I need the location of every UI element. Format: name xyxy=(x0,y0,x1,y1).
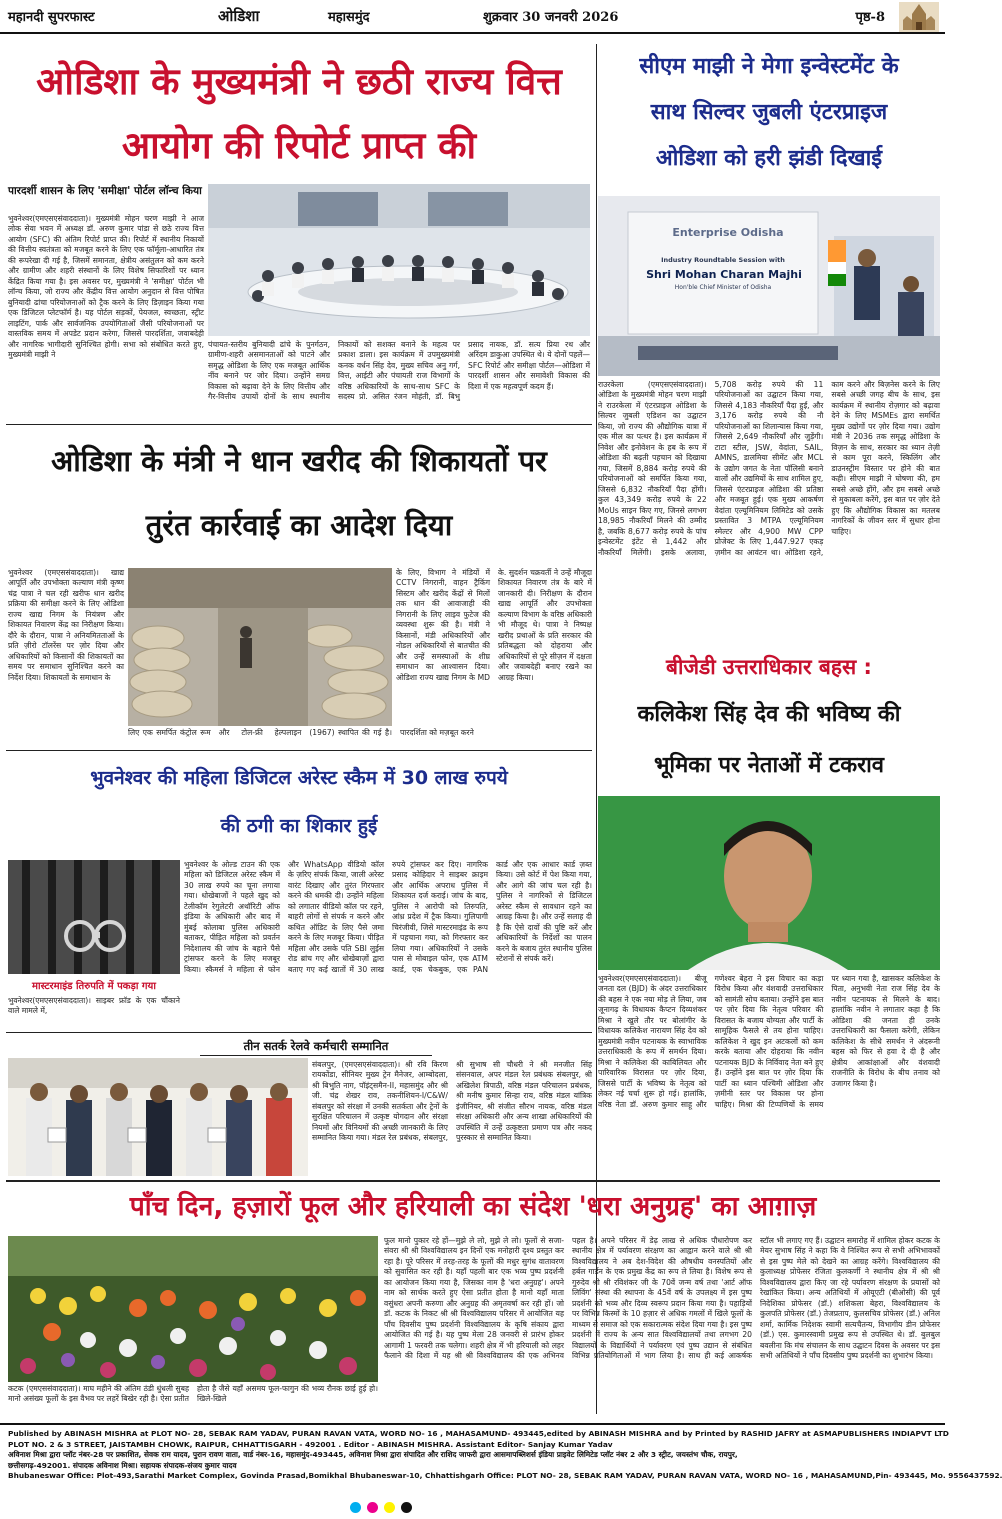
imprint-line: Published by ABINASH MISHRA at PLOT NO- 28, SEBAK RAM YADAV, PURAN RAVAN VATA, WORD NO- 16 , MAHASAMUND- 493445,edited by ABINASH MISHRA and by Printed by RASHID JAFRY at ASMAPUBLISHERS INDIAPVT LTD xyxy=(8,1429,949,1438)
page-number: पृष्ठ-8 xyxy=(855,10,885,25)
issue-date: शुक्रवार 30 जनवरी 2026 xyxy=(483,10,619,25)
imprint-line: छत्तीसगढ़-492001. संपादक अविनाश मिश्रा। सहायक संपादक-संजय कुमार यादव xyxy=(8,1460,237,1470)
article1-meeting-photo xyxy=(208,184,590,336)
photo-banner-line3: Hon'ble Chief Minister of Odisha xyxy=(674,284,772,291)
article4-headline: भुवनेश्वर की महिला डिजिटल अरेस्ट स्कैम में 30 लाख रुपये की ठगी का शिकार हुई xyxy=(90,767,508,838)
article1-body-bottom: पंचायत-स्तरीय बुनियादी ढांचे के पुनर्गठन, ग्रामीण-शहरी असमानताओं को पाटने और समृद्ध ओडिशा के लिए एक मजबूत आर्थिक नींव बनाने पर जोर दिया। उन्होंने समग्र विकास को बढ़ावा देने के लिए वित्तीय और गैर-वित्तीय उपायों दोनों के साथ स्थानीय निकायों को सशक्त बनाने के महत्व पर प्रकाश डाला। इस कार्यक्रम में उपमुख्यमंत्री कनक वर्धन सिंह देव, मुख्य सचिव अनु गर्ग, वित्त, आईटी और पंचायती राज विभागों के वरिष्ठ अधिकारियों के साथ-साथ SFC के सदस्य प्रो. असित रंजन मोहंती, डॉ. बिभु प्रसाद नायक, डॉ. सत्य प्रिया रथ और अरिंदम डाकुआ उपस्थित थे। ये दोनों पहलें—SFC रिपोर्ट और समीक्षा पोर्टल—ओडिशा में पारदर्शी शासन और समावेशी विकास की दिशा में एक महत्वपूर्ण कदम हैं। xyxy=(208,340,590,402)
article4-body-lower: भुवनेश्वर(एमएसएसंवाददाता)। साइबर फ्रॉड के एक चौंकाने वाले मामले में, xyxy=(8,996,180,1016)
divider xyxy=(6,424,592,425)
photo-banner-line2: Shri Mohan Charan Majhi xyxy=(646,268,802,281)
article6-felicitation-photo xyxy=(8,1058,308,1176)
city-name: महासमुंद xyxy=(328,10,370,25)
article3-godown-photo xyxy=(128,568,392,726)
registration-dot-icon xyxy=(384,1502,395,1513)
article2-roundtable-photo xyxy=(598,196,940,376)
imprint-footer xyxy=(0,1423,1002,1519)
article4-handcuff-photo xyxy=(8,860,180,974)
divider xyxy=(6,1180,940,1182)
article5-portrait-photo xyxy=(598,796,940,970)
article7-body: फूल मानो पुकार रहे हों—मुझे ले लो, मुझे ले लो। फूलों से सजा-संवरा श्री श्री विश्वविद्यालय इन दिनों एक मनोहारी दृश्य प्रस्तुत कर रहा है। पूरे परिसर में तरह-तरह के फूलों की मधुर सुगंध वातावरण को सुवासित कर रही है। यहाँ पहली बार एक भव्य पुष्प प्रदर्शनी का आयोजन किया गया है, जिसका नाम है 'धरा अनुग्रह'। अपने नाम को सार्थक करते हुए ऐसा प्रतीत होता है मानो यहाँ माता वसुंधरा अपनी करुणा और अनुग्रह की अमृतवर्षा कर रही हों। जो डॉ. कटक के निकट श्री श्री विश्वविद्यालय परिसर में आयोजित यह पाँच दिवसीय पुष्प प्रदर्शनी विश्वविद्यालय के कृषि संकाय द्वारा आयोजित की गई है। यह पुष्प मेला 28 जनवरी से प्रारंभ होकर आगामी 1 फरवरी तक चलेगा। शहरी क्षेत्र में भी हरियाली को लहर फैलाने की दिशा में यह श्री श्री विश्वविद्यालय की एक अभिनव पहल है। अपने परिसर में डेढ़ लाख से अधिक पौधारोपण कर स्थानीय क्षेत्र में पर्यावरण संरक्षण का आह्वान करने वाले श्री श्री विश्वविद्यालय ने अब देश-विदेश की औषधीय वनस्पतियों और हर्बल गार्डन के एक प्रमुख केंद्र का रूप ले लिया है। विशेष रूप से गुरुदेव श्री श्री रविशंकर जी के 70वें जन्म वर्ष तथा 'आर्ट ऑफ लिविंग' संस्था की स्थापना के 45वें वर्ष के उपलक्ष्य में इस पुष्प प्रदर्शनी को भव्य और दिव्य स्वरूप प्रदान किया गया है। पहाड़ियों पर विभिन्न किस्मों के 10 हज़ार से अधिक गमलों में खिले फूलों के माध्यम से समाज को एक सकारात्मक संदेश दिया गया है। इस पुष्प प्रदर्शनी में राज्य के अन्य सात विश्वविद्यालयों तथा लगभग 20 विद्यालयों के विद्यार्थियों ने पर्यावरण एवं पुष्प उद्यान से संबंधित विभिन्न प्रतियोगिताओं में भाग लिया है। साथ ही कई आकर्षक स्टॉल भी लगाए गए हैं। उद्घाटन समारोह में शामिल होकर कटक के मेयर सुभाष सिंह ने कहा कि वे निश्चित रूप से सभी अभिभावकों से इस पुष्प मेले को देखने का आग्रह करेंगे। विश्वविद्यालय की कुलाध्यक्ष प्रोफेसर रंजिता कुलकर्णी ने स्थानीय क्षेत्र में श्री श्री विश्वविद्यालय द्वारा किए जा रहे पर्यावरण संरक्षण के प्रयासों को रेखांकित किया। अन्य अतिथियों में ओयूएटी (बीओसी) की पूर्व निदेशिका प्रोफेसर (डॉ.) शशिकला बेहरा, विश्वविद्यालय के कुलपति प्रोफेसर (डॉ.) तेजप्रताप, कुलसचिव प्रोफेसर (डॉ.) अनिल शर्मा, कार्मिक निदेशक स्वामी सत्यचैतन्य, विभागीय डीन प्रोफेसर (डॉ.) एस. कुमारस्वामी प्रमुख रूप से उपस्थित थे। डॉ. बुलबुल बवलीना कि मंच संचालन के साथ उद्घाटन दिवस के अवसर पर इस सभी अतिथियों ने पाँच दिवसीय पुष्प प्रदर्शनी का शुभारंभ किया। xyxy=(384,1236,940,1361)
imprint-line: अविनाश मिश्रा द्वारा प्लॉट नंबर-28 पर प्रकाशित, सेवक राम यादव, पुरान रावण वाता, वार्ड नंबर-16, महासमुंद-493445, अविनाश मिश्रा द्वारा संपादित और राशिद जाफरी द्वारा आसमापब्लिशर्स इंडिया प्राइवेट लिमिटेड प्लॉट नंबर 2 और 3 स्ट्रीट, जयस्तंभ चौक, रायपुर, xyxy=(8,1450,738,1460)
article3-body-under-photo: लिए एक समर्पित कंट्रोल रूम और टोल-फ्री हेल्पलाइन (1967) स्थापित की गई है। पारदर्शिता को मज़बूत करने xyxy=(128,728,474,737)
article5-body: भुवनेश्वर(एमएसएसंवाददाता)। बीजू जनता दल (BJD) के अंदर उत्तराधिकार की बहस ने एक नया मोड़ ले लिया, जब जूनागढ़ के विधायक कैप्टन दिव्यशंकर मिश्रा ने खुले तौर पर बोलांगीर के विधायक कलिकेश नारायण सिंह देव को मुख्यमंत्री नवीन पटनायक के स्वाभाविक उत्तराधिकारी के रूप में समर्थन दिया। मिश्रा ने कलिकेश की काबिलियत और पारिवारिक विरासत पर ज़ोर दिया, जिससे पार्टी के भविष्य के नेतृत्व को लेकर नई चर्चा शुरू हो गई। हालांकि, वरिष्ठ नेता डॉ. अरुण कुमार साहू और गणेश्वर बेहरा ने इस विचार का कड़ा विरोध किया और वंशवादी उत्तराधिकार को सामंती सोच बताया। उन्होंने इस बात पर ज़ोर दिया कि नेतृत्व परिवार की विरासत के बजाय योग्यता और पार्टी के सामूहिक फैसले से तय होना चाहिए। कलिकेश ने खुद इन अटकलों को कम करके बताया और दोहराया कि नवीन पटनायक BJD के निर्विवाद नेता बने हुए हैं। उन्होंने इस बात पर ज़ोर दिया कि पार्टी का ध्यान पश्चिमी ओडिशा और ज़मीनी स्तर पर विकास पर होना चाहिए। मिश्रा की टिप्पणियों के समय पर ध्यान गया है, खासकर कलिकेश के पिता, अनुभवी नेता राज सिंह देव के नवीन पटनायक से मिलने के बाद। हालांकि नवीन ने लगातार कहा है कि ओडिशा की जनता ही उनके उत्तराधिकारी का फैसला करेगी, लेकिन कलिकेश के सीधे समर्थन ने अंदरूनी बहस को फिर से हवा दे दी है और क्षेत्रीय आकांक्षाओं और वंशवादी राजनीति के विरोध के बीच तनाव को उजागर किया है। xyxy=(598,974,940,1109)
masthead xyxy=(0,0,945,34)
divider xyxy=(6,1032,592,1033)
registration-dot-icon xyxy=(367,1502,378,1513)
article6-headline: तीन सतर्क रेलवे कर्मचारी सम्मानित xyxy=(243,1039,389,1053)
article3-headline: ओडिशा के मंत्री ने धान खरीद की शिकायतों पर तुरंत कार्रवाई का आदेश दिया xyxy=(51,444,547,542)
article6-body: संबलपुर, (एमएसएसंवाददाता)। श्री रवि किरण रायकोंडा, सीनियर मुख्य ट्रेन मैनेजर, आम्बोदला, श्री बिभुति नाग, पॉइंट्समैन-II, महासमुंद और श्री जी. चंद्र शेखर राव, तकनीशियन-I/C&W/संबलपुर को संरक्षा में उनकी सतर्कता और ट्रेनों के सुरक्षित परिचालन में उत्कृष्ट योगदान और संरक्षा नियमों और विनियमों की अच्छी जानकारी के लिए सम्मानित किया गया। मंडल रेल प्रबंधक, संबलपुर, श्री सुभाष सी चौधरी ने श्री मनजीत सिंह संसनवाल, अपर मंडल रेल प्रबंधक संबलपुर, श्री अखिलेश त्रिपाठी, वरिष्ठ मंडल परिचालन प्रबंधक, श्री मनीष कुमार सिन्हा राय, वरिष्ठ मंडल यांत्रिक इंजीनियर, श्री संजीत सौरभ नायक, वरिष्ठ मंडल संरक्षा अधिकारी और अन्य शाखा अधिकारियों की उपस्थिति में उन्हें उत्कृष्टता प्रमाण पत्र और नकद पुरस्कार से सम्मानित किया। xyxy=(312,1060,592,1143)
article1-headline: ओडिशा के मुख्यमंत्री ने छठी राज्य वित्त आयोग की रिपोर्ट प्राप्त की xyxy=(36,60,562,167)
article3-body-left: भुवनेश्वर (एमएससंवाददाता)। खाद्य आपूर्ति और उपभोक्ता कल्याण मंत्री कृष्ण चंद्र पात्रा ने चल रही खरीफ धान खरीद प्रक्रिया की समीक्षा करने के लिए ओडिशा राज्य खाद्य निगम के नियंत्रण और शिकायत निवारण केंद्र का निरीक्षण किया। दौरे के दौरान, पात्रा ने अनियमितताओं के प्रति ज़ीरो टॉलरेंस पर ज़ोर दिया और अधिकारियों को किसानों की शिकायतों का समय पर समाधान सुनिश्चित करने का निर्देश दिया। शिकायतों के समाधान के xyxy=(8,568,124,682)
article3-body-mid: के लिए, विभाग ने मंडियों में CCTV निगरानी, वाहन ट्रैकिंग सिस्टम और खरीद केंद्रों से मिलों तक धान की आवाजाही की निगरानी के लिए लाइव फुटेज की व्यवस्था शुरू की है। मंत्री ने किसानों, मंडी अधिकारियों और नोडल अधिकारियों से बातचीत की और उन्हें समस्याओं के शीघ्र समाधान का आश्वासन दिया। ओडिशा राज्य खाद्य निगम के MD के. सुदर्शन चक्रवर्ती ने उन्हें मौजूदा शिकायत निवारण तंत्र के बारे में जानकारी दी। निरीक्षण के दौरान खाद्य आपूर्ति और उपभोक्ता कल्याण विभाग के वरिष्ठ अधिकारी भी मौजूद थे। पात्रा ने निष्पक्ष खरीद प्रथाओं के प्रति सरकार की प्रतिबद्धता को दोहराया और अधिकारियों से पूरे सीज़न में दक्षता और जवाबदेही बनाए रखने का आग्रह किया। xyxy=(396,568,592,682)
article1-subhead: पारदर्शी शासन के लिए 'समीक्षा' पोर्टल लॉन्च किया xyxy=(8,185,202,197)
registration-dot-icon xyxy=(350,1502,361,1513)
divider xyxy=(6,750,592,751)
article4-body: भुवनेश्वर के ओल्ड टाउन की एक महिला को डिजिटल अरेस्ट स्कैम में 30 लाख रुपये का चूना लगाया गया। धोखेबाजों ने पहले खुद को टेलीकॉम रेगुलेटरी अथॉरिटी ऑफ इंडिया के अधिकारी और बाद में मुंबई कोलाबा पुलिस अधिकारी बताकर, पीड़ित महिला को प्रवर्तन निदेशालय की जांच के बहाने पैसे ट्रांसफर करने के लिए मजबूर किया। स्कैमर्स ने महिला से फोन और WhatsApp वीडियो कॉल के ज़रिए संपर्क किया, जाली अरेस्ट वारंट दिखाए और तुरंत गिरफ्तार करने की धमकी दी। उन्होंने महिला को लगातार वीडियो कॉल पर रहने, बाहरी लोगों से संपर्क न करने और कथित ऑडिट के लिए पैसे जमा करने के लिए मजबूर किया। पीड़ित महिला और उसके पति SBI लुईस रोड ब्रांच गए और धोखेबाज़ों द्वारा बताए गए कई खातों में 30 लाख रुपये ट्रांसफर कर दिए। नागरिक प्रसाद कोहिदार ने साइबर क्राइम और आर्थिक अपराध पुलिस में शिकायत दर्ज कराई। जांच के बाद, पुलिस ने आरोपी को तिरुपति, आंध्र प्रदेश में ट्रैक किया। गुलिपागी चिरंजीवी, जिसे मास्टरमाइंड के रूप में पहचाना गया, को गिरफ्तार कर लिया गया। अधिकारियों ने उसके पास से मोबाइल फोन, एक ATM कार्ड, एक चेकबुक, एक PAN कार्ड और एक आधार कार्ड ज़ब्त किया। उसे कोर्ट में पेश किया गया, और आगे की जांच चल रही है। पुलिस ने नागरिकों से डिजिटल अरेस्ट स्कैम से सावधान रहने का आग्रह किया है। और उन्हें सलाह दी है कि ऐसे दावों की पुष्टि करें और अधिकारियों के निर्देशों का पालन करने के बजाय तुरंत स्थानीय पुलिस स्टेशनों से संपर्क करें। xyxy=(184,860,592,974)
edition-name: ओडिशा xyxy=(218,7,260,25)
temple-icon xyxy=(899,2,939,32)
office-addresses: Bhubaneswar Office: Plot-493,Sarathi Market Complex, Govinda Prasad,Bomikhal Bhubaneswar-10, Chhattishgarh Office: PLOT NO- 28, SEBAK RAM YADAV, PURAN RAVAN VATA, WORD NO- 16 , MAHASAMUND,Pin- 493445, Mo. 9556437592. xyxy=(8,1471,1002,1481)
paper-name: महानदी सुपरफास्ट xyxy=(8,10,95,25)
registration-dot-icon xyxy=(401,1502,412,1513)
article5-headline: कलिकेश सिंह देव की भविष्य की भूमिका पर नेताओं में टकराव xyxy=(637,702,901,778)
article5-headline-kicker: बीजेडी उत्तराधिकार बहस : xyxy=(666,655,872,679)
article6-headline-bar xyxy=(200,1036,432,1056)
photo-banner-line1: Industry Roundtable Session with xyxy=(661,256,785,264)
imprint-line: PLOT NO. 2 & 3 STREET, JAISTAMBH CHOWK, RAIPUR, CHHATTISGARH - 492001 . Editor - ABINASH MISHRA. Assistant Editor- Sanjay Kumar Yadav xyxy=(8,1439,613,1449)
article1-body-left: भुवनेश्वर(एमएसएसंवाददाता)। मुख्यमंत्री मोहन चरण माझी ने आज लोक सेवा भवन में अध्यक्ष डॉ. अरुण कुमार पांडा से छठे राज्य वित्त आयोग (SFC) की अंतिम रिपोर्ट प्राप्त की। रिपोर्ट में स्थानीय निकायों की वित्तीय स्वतंत्रता को मजबूत करने के लिए एक फॉर्मूला-आधारित तंत्र की रूपरेखा दी गई है, जिसमें समानता, क्षेत्रीय असंतुलन को कम करने और ग्रामीण और शहरी संस्थानों के लिए विशेष सिफारिशों पर ध्यान केंद्रित किया गया है। इस अवसर पर, मुख्यमंत्री ने 'समीक्षा' पोर्टल भी लॉन्च किया, जो राज्य और केंद्रीय वित्त आयोग अनुदान से वित्त पोषित बुनियादी ढांचा परियोजनाओं को ट्रैक करने के लिए डिज़ाइन किया गया एक डिजिटल प्लेटफॉर्म है। यह पोर्टल सड़कों, पेयजल, स्वच्छता, स्ट्रीट लाइटिंग, पार्क और सार्वजनिक उपयोगिताओं जैसी परियोजनाओं पर वास्तविक समय में अपडेट प्रदान करेगा, जिससे पारदर्शिता, जवाबदेही और नागरिक भागीदारी सुनिश्चित होगी। सभा को संबोधित करते हुए, मुख्यमंत्री माझी ने xyxy=(8,214,204,360)
color-registration-marks xyxy=(350,1502,412,1513)
article7-flower-show-photo xyxy=(8,1236,378,1382)
article2-headline: सीएम माझी ने मेगा इन्वेस्टमेंट के साथ सिल्वर जुबली एंटरप्राइज ओडिशा को हरी झंडी दिखाई xyxy=(639,54,899,172)
article4-photo-caption: मास्टरमाइंड तिरुपति में पकड़ा गया xyxy=(32,981,156,992)
article7-photo-caption: कटक (एमएससंवाददाता)। माघ महीने की अंतिम ठंडी धुंधली सुबह मानो असंख्य फूलों के इस वैभव पर लहरें बिखेर रही है। ऐसा प्रतीत होता है जैसे यहाँ असमय फूल-फागुन की भव्य रौनक छाई हुई हो। खिले-खिले xyxy=(8,1384,378,1404)
photo-logo-text: Enterprise Odisha xyxy=(672,226,784,239)
article7-headline: पाँच दिन, हज़ारों फूल और हरियाली का संदेश 'धरा अनुग्रह' का आग़ाज़ xyxy=(129,1191,817,1222)
article2-body: राउरकेला (एमएसएसंवाददाता)। ओडिशा के मुख्यमंत्री मोहन चरण माझी ने राउरकेला में एंटरप्राइज ओडिशा के सिल्वर जुबली एडिशन का उद्घाटन किया, जो राज्य की औद्योगिक यात्रा में एक मील का पत्थर है। इस कार्यक्रम में निवेश और इनोवेशन के हब के रूप में ओडिशा की बढ़ती पहचान को दिखाया गया, जिसमें 8,884 करोड़ रुपये की परियोजनाओं को समर्पित किया गया, जिससे 6,832 नौकरियाँ पैदा होंगी। कुल 43,349 करोड़ रुपये के 22 MoUs साइन किए गए, जिनसे लगभग 18,985 नौकरियाँ मिलने की उम्मीद है, जबकि 8,677 करोड़ रुपये के पांच इन्वेस्टमेंट इंटेंट से 1,442 और नौकरियाँ मिलेंगी। इसके अलावा, 5,708 करोड़ रुपये की 11 परियोजनाओं का उद्घाटन किया गया, जिससे 4,183 नौकरियाँ पैदा हुईं, और 3,176 करोड़ रुपये की नौ परियोजनाओं का शिलान्यास किया गया, जिससे 2,649 नौकरियाँ और जुड़ेंगी। टाटा स्टील, JSW, वेदांता, SAIL, AMNS, डालमिया सीमेंट और MCL के उद्योग जगत के नेता पॉलिसी बनाने वालों और उद्यमियों के साथ शामिल हुए, जिससे एंटरप्राइज ओडिशा की प्रतिष्ठा और मजबूत हुई। एक मुख्य आकर्षण वेदांता एल्यूमिनियम लिमिटेड को उसके प्रस्तावित 3 MTPA एल्यूमिनियम स्मेल्टर और 4,900 MW CPP प्रोजेक्ट के लिए 1,447.927 एकड़ ज़मीन का आवंटन था। ओडिशा रहने, काम करने और बिज़नेस करने के लिए सबसे अच्छी जगह बीच के साथ, इस कार्यक्रम में स्थानीय रोज़गार को बढ़ावा देने के लिए MSMEs द्वारा समर्थित मुख्य उद्योगों पर ज़ोर दिया गया। उद्योग मंत्री ने 2036 तक समृद्ध ओडिशा के विज़न के साथ, सरकार का ध्यान तेज़ी से काम पूरा करने, स्किलिंग और डाउनस्ट्रीम विस्तार पर होने की बात कही। सीएम माझी ने घोषणा की, हम सबसे अच्छे होंगे, और हम सबसे अच्छे से मुकाबला करेंगे, इस बात पर ज़ोर देते हुए कि औद्योगिक विकास का मतलब नागरिकों के जीवन स्तर में सुधार होना चाहिए। xyxy=(598,380,940,557)
